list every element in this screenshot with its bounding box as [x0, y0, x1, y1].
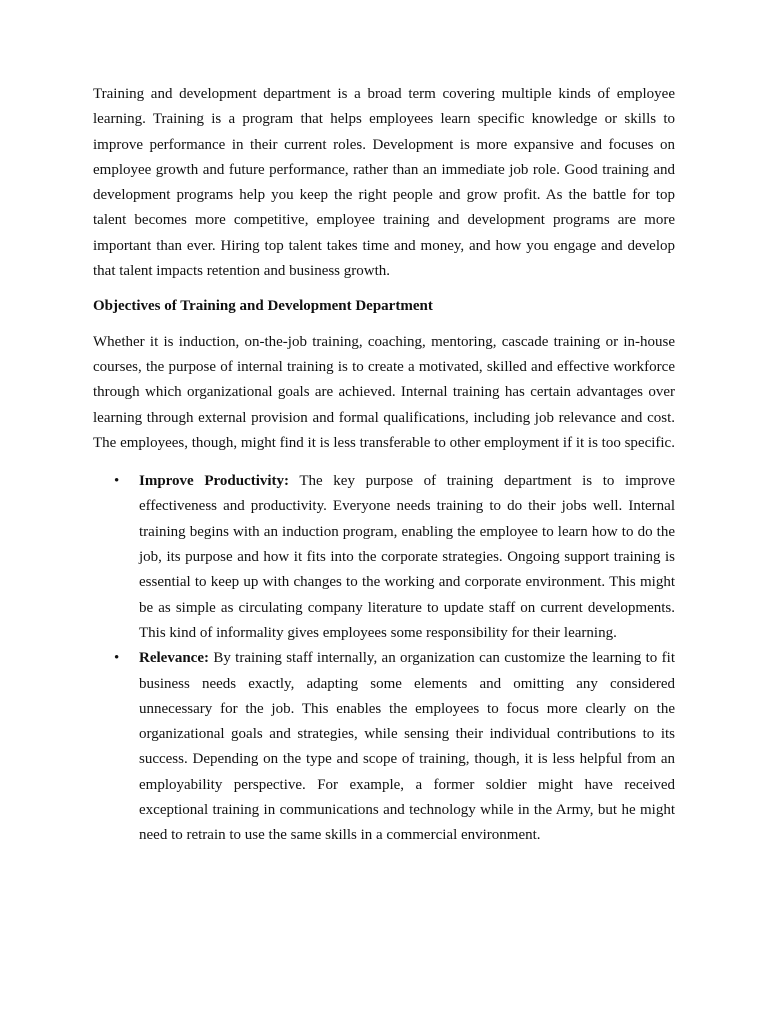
bullet-title: Relevance: [139, 650, 209, 667]
list-item [93, 646, 675, 848]
section-paragraph: Whether it is induction, on-the-job training, coaching, mentoring, cascade training or in-house courses, the purpose of internal training is to create a motivated, skilled and effective workforce through which organizational goals are achieved. Internal training has certain advantages over learning through external provision and formal qualifications, including job relevance and cost. The employees, though, might find it is less transferable to other employment if it is too specific. [93, 333, 675, 451]
bullet-text: The key purpose of training department is to improve effectiveness and productivity. Everyone needs training to do their jobs well. Internal training begins with an induction program, enabling the employee to learn how to do the job, its purpose and how it fits into the corporate strategies. Ongoing support training is essential to keep up with changes to the working and corporate environment. This might be as simple as circulating company literature to update staff on current developments. This kind of informality gives employees some responsibility for their learning. [139, 473, 675, 641]
bullet-icon: • [114, 473, 120, 490]
intro-paragraph: Training and development department is a broad term covering multiple kinds of employee learning. Training is a program that helps employees learn specific knowledge or skills to improve performance in their current roles. Development is more expansive and focuses on employee growth and future performance, rather than an immediate job role. Good training and development programs help you keep the right people and grow profit. As the battle for top talent becomes more competitive, employee training and development programs are more important than ever. Hiring top talent takes time and money, and how you engage and develop that talent impacts retention and business growth. [93, 86, 675, 280]
objectives-list [93, 469, 675, 848]
document-page [93, 82, 675, 849]
section-heading: Objectives of Training and Development Department [93, 298, 433, 315]
bullet-text: By training staff internally, an organization can customize the learning to fit business needs exactly, adapting some elements and omitting any considered unnecessary for the job. This enables the employees to focus more clearly on the organizational goals and strategies, while sensing their individual contributions to its success. Depending on the type and scope of training, though, it is less helpful from an employability perspective. For example, a former soldier might have received exceptional training in communications and technology while in the Army, but he might need to retrain to use the same skills in a commercial environment. [139, 650, 675, 844]
bullet-icon: • [114, 650, 120, 667]
bullet-title: Improve Productivity: [139, 473, 290, 490]
list-item [93, 469, 675, 646]
